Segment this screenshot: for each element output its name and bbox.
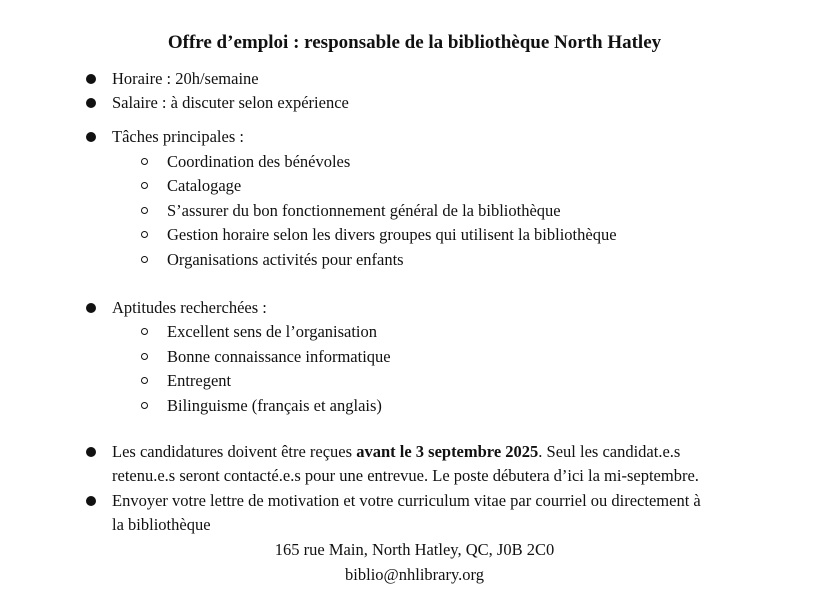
circle-bullet-icon: [141, 402, 148, 409]
task-item: Organisations activités pour enfants: [167, 250, 404, 269]
task-item: Gestion horaire selon les divers groupes qui utilisent la bibliothèque: [167, 225, 617, 244]
circle-bullet-icon: [141, 231, 148, 238]
task-item: Catalogage: [167, 176, 242, 195]
skill-item: Excellent sens de l’organisation: [167, 322, 378, 341]
skill-item: Entregent: [167, 371, 232, 390]
bullet-icon: [86, 447, 96, 457]
bullet-icon: [86, 132, 96, 142]
skills-heading: Aptitudes recherchées :: [112, 298, 267, 317]
applications-prefix: Les candidatures doivent être reçues: [112, 442, 357, 461]
send-line-1: Envoyer votre lettre de motivation et votre curriculum vitae par courriel ou directement à: [112, 491, 701, 510]
circle-bullet-icon: [141, 377, 148, 384]
tasks-heading: Tâches principales :: [112, 127, 244, 146]
circle-bullet-icon: [141, 207, 148, 214]
skill-item: Bonne connaissance informatique: [167, 347, 391, 366]
circle-bullet-icon: [141, 182, 148, 189]
bullet-icon: [86, 98, 96, 108]
applications-line-1: [112, 441, 680, 463]
applications-suffix: . Seul les candidat.e.s: [538, 442, 681, 461]
page-title: Offre d’emploi : responsable de la bibliothèque North Hatley: [167, 32, 662, 53]
task-item: S’assurer du bon fonctionnement général de la bibliothèque: [167, 201, 561, 220]
bullet-icon: [86, 496, 96, 506]
bullet-icon: [86, 74, 96, 84]
circle-bullet-icon: [141, 256, 148, 263]
salary-text: Salaire : à discuter selon expérience: [112, 93, 349, 112]
send-line-2: la bibliothèque: [112, 515, 211, 534]
schedule-text: Horaire : 20h/semaine: [112, 69, 259, 88]
skill-item: Bilinguisme (français et anglais): [167, 396, 382, 415]
bullet-icon: [86, 303, 96, 313]
circle-bullet-icon: [141, 353, 148, 360]
task-item: Coordination des bénévoles: [167, 152, 351, 171]
email-text: biblio@nhlibrary.org: [345, 565, 484, 584]
circle-bullet-icon: [141, 328, 148, 335]
address-text: 165 rue Main, North Hatley, QC, J0B 2C0: [274, 540, 555, 559]
applications-deadline: avant le 3 septembre 2025: [356, 442, 539, 461]
applications-line-2: retenu.e.s seront contacté.e.s pour une entrevue. Le poste débutera d’ici la mi-septembre.: [112, 466, 699, 485]
circle-bullet-icon: [141, 158, 148, 165]
